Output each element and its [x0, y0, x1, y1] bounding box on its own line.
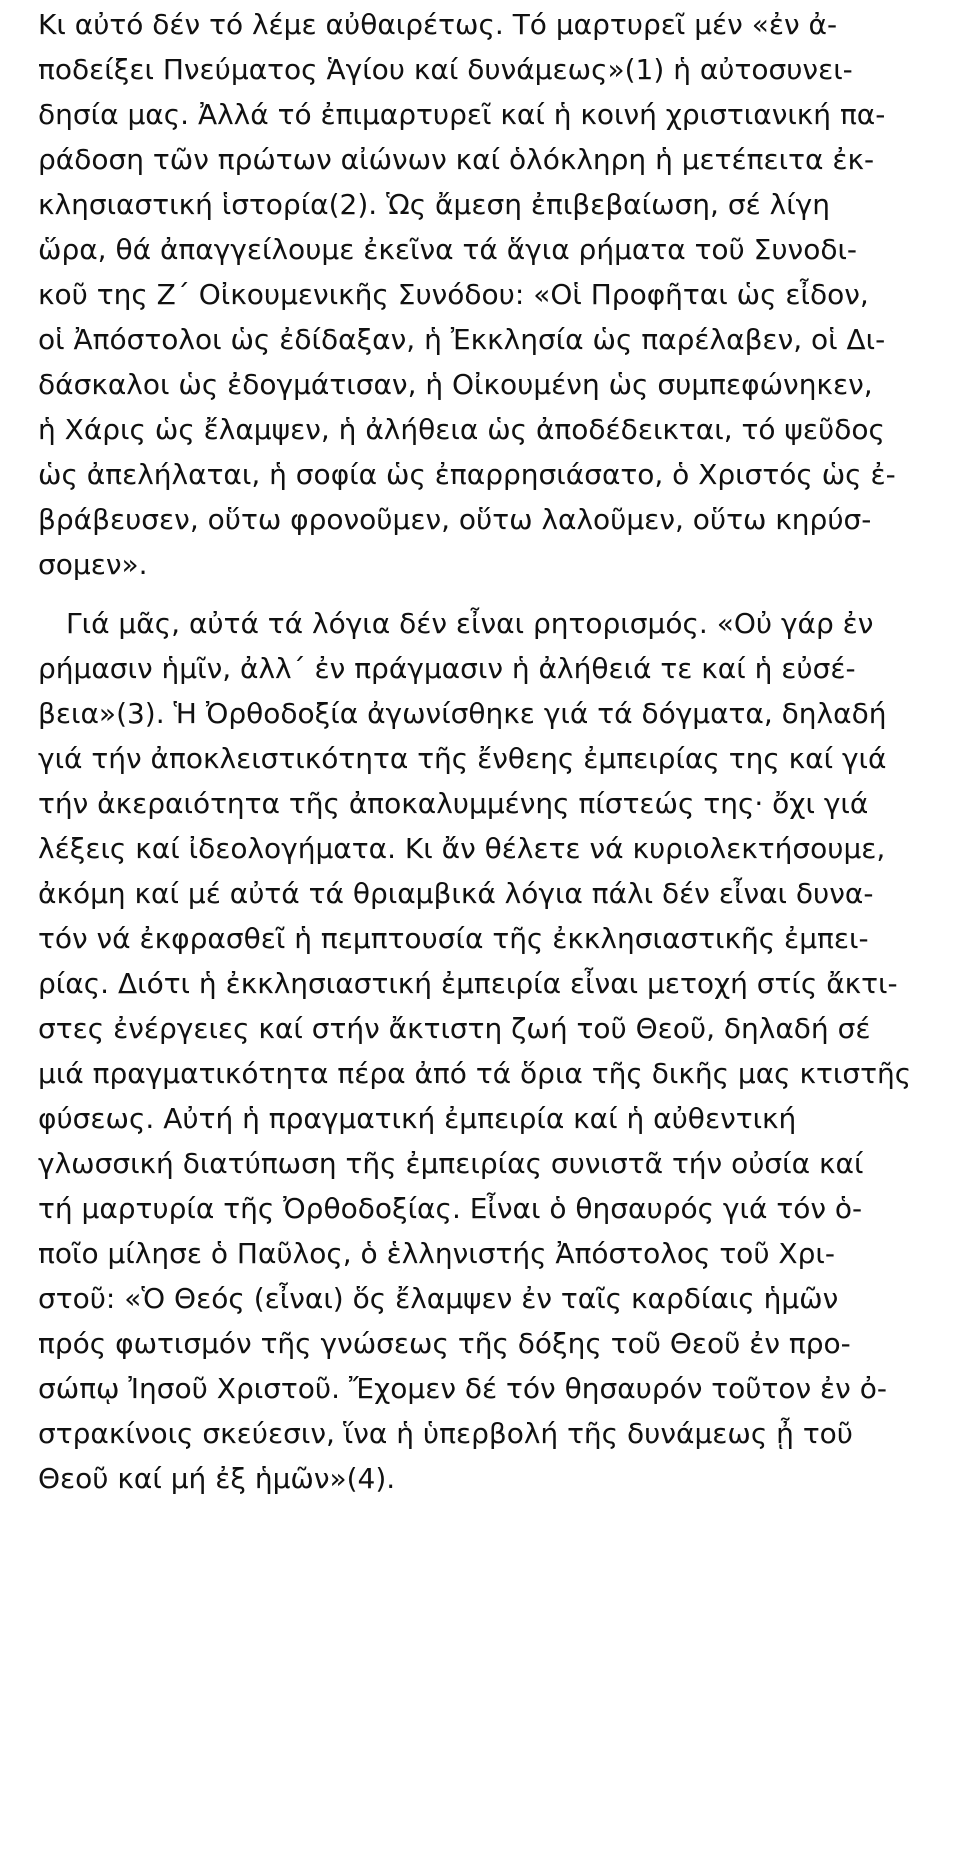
text-line: γιά τήν ἀποκλειστικότητα τῆς ἔνθεης ἐμπειρίας της καί γιά — [38, 742, 887, 775]
text-line: δησία μας. Ἀλλά τό ἐπιμαρτυρεῖ καί ἡ κοινή χριστιανική πα- — [38, 98, 886, 131]
text-line: Κι αὐτό δέν τό λέμε αὐθαιρέτως. Τό μαρτυρεῖ μέν «ἐν ἀ- — [38, 8, 838, 41]
text-line: δάσκαλοι ὡς ἐδογμάτισαν, ἡ Οἰκουμένη ὡς συμπεφώνηκεν, — [38, 368, 873, 401]
text-line: πρός φωτισμόν τῆς γνώσεως τῆς δόξης τοῦ Θεοῦ ἐν προ- — [38, 1327, 851, 1360]
text-line: κοῦ της Ζ΄ Οἰκουμενικῆς Συνόδου: «Οἱ Προφῆται ὡς εἶδον, — [38, 278, 869, 311]
text-line: στρακίνοις σκεύεσιν, ἵνα ἡ ὑπερβολή τῆς δυνάμεως ᾖ τοῦ — [38, 1417, 854, 1450]
text-line: ὥρα, θά ἀπαγγείλουμε ἐκεῖνα τά ἅγια ρήματα τοῦ Συνοδι- — [38, 233, 858, 266]
text-line: τόν νά ἐκφρασθεῖ ἡ πεμπτουσία τῆς ἐκκλησιαστικῆς ἐμπει- — [38, 922, 869, 955]
text-line: σομεν». — [38, 548, 148, 581]
text-line: γλωσσική διατύπωση τῆς ἐμπειρίας συνιστᾶ τήν οὐσία καί — [38, 1147, 864, 1180]
text-line: τήν ἀκεραιότητα τῆς ἀποκαλυμμένης πίστεώς της· ὄχι γιά — [38, 787, 869, 820]
text-line: βεια»(3). Ἡ Ὀρθοδοξία ἀγωνίσθηκε γιά τά δόγματα, δηλαδή — [38, 697, 887, 730]
text-line: ρήμασιν ἡμῖν, ἀλλ΄ ἐν πράγμασιν ἡ ἀλήθειά τε καί ἡ εὐσέ- — [38, 652, 856, 685]
text-line: μιά πραγματικότητα πέρα ἀπό τά ὅρια τῆς δικῆς μας κτιστῆς — [38, 1057, 912, 1090]
text-line: ἡ Χάρις ὡς ἔλαμψεν, ἡ ἀλήθεια ὡς ἀποδέδεικται, τό ψεῦδος — [38, 413, 885, 446]
text-line: ρίας. Διότι ἡ ἐκκλησιαστική ἐμπειρία εἶναι μετοχή στίς ἄκτι- — [38, 967, 898, 1000]
text-line: Γιά μᾶς, αὐτά τά λόγια δέν εἶναι ρητορισμός. «Οὐ γάρ ἐν — [66, 607, 874, 640]
text-line: λέξεις καί ἰδεολογήματα. Κι ἄν θέλετε νά κυριολεκτήσουμε, — [38, 832, 886, 865]
text-line: οἱ Ἀπόστολοι ὡς ἐδίδαξαν, ἡ Ἐκκλησία ὡς παρέλαβεν, οἱ Δι- — [38, 323, 886, 356]
text-line: ὡς ἀπελήλαται, ἡ σοφία ὡς ἐπαρρησιάσατο, ὁ Χριστός ὡς ἐ- — [38, 458, 896, 491]
text-line: στοῦ: «Ὁ Θεός (εἶναι) ὅς ἔλαμψεν ἐν ταῖς καρδίαις ἡμῶν — [38, 1282, 839, 1315]
text-line: Θεοῦ καί μή ἐξ ἡμῶν»(4). — [38, 1462, 396, 1495]
text-line: βράβευσεν, οὕτω φρονοῦμεν, οὕτω λαλοῦμεν, οὕτω κηρύσ- — [38, 503, 872, 536]
text-line: τή μαρτυρία τῆς Ὀρθοδοξίας. Εἶναι ὁ θησαυρός γιά τόν ὁ- — [38, 1192, 863, 1225]
text-line: κλησιαστική ἱστορία(2). Ὡς ἄμεση ἐπιβεβαίωση, σέ λίγη — [38, 188, 830, 221]
text-line: ποδείξει Πνεύματος Ἁγίου καί δυνάμεως»(1) ἡ αὐτοσυνει- — [38, 53, 853, 86]
text-line: ἀκόμη καί μέ αὐτά τά θριαμβικά λόγια πάλι δέν εἶναι δυνα- — [38, 877, 874, 910]
text-line: ράδοση τῶν πρώτων αἰώνων καί ὁλόκληρη ἡ μετέπειτα ἐκ- — [38, 143, 875, 176]
text-line: στες ἐνέργειες καί στήν ἄκτιστη ζωή τοῦ Θεοῦ, δηλαδή σέ — [38, 1012, 871, 1045]
text-line: ποῖο μίλησε ὁ Παῦλος, ὁ ἑλληνιστής Ἀπόστολος τοῦ Χρι- — [38, 1237, 835, 1270]
text-line: σώπῳ Ἰησοῦ Χριστοῦ. Ἔχομεν δέ τόν θησαυρόν τοῦτον ἐν ὀ- — [38, 1372, 887, 1405]
text-line: φύσεως. Αὐτή ἡ πραγματική ἐμπειρία καί ἡ αὐθεντική — [38, 1102, 797, 1135]
